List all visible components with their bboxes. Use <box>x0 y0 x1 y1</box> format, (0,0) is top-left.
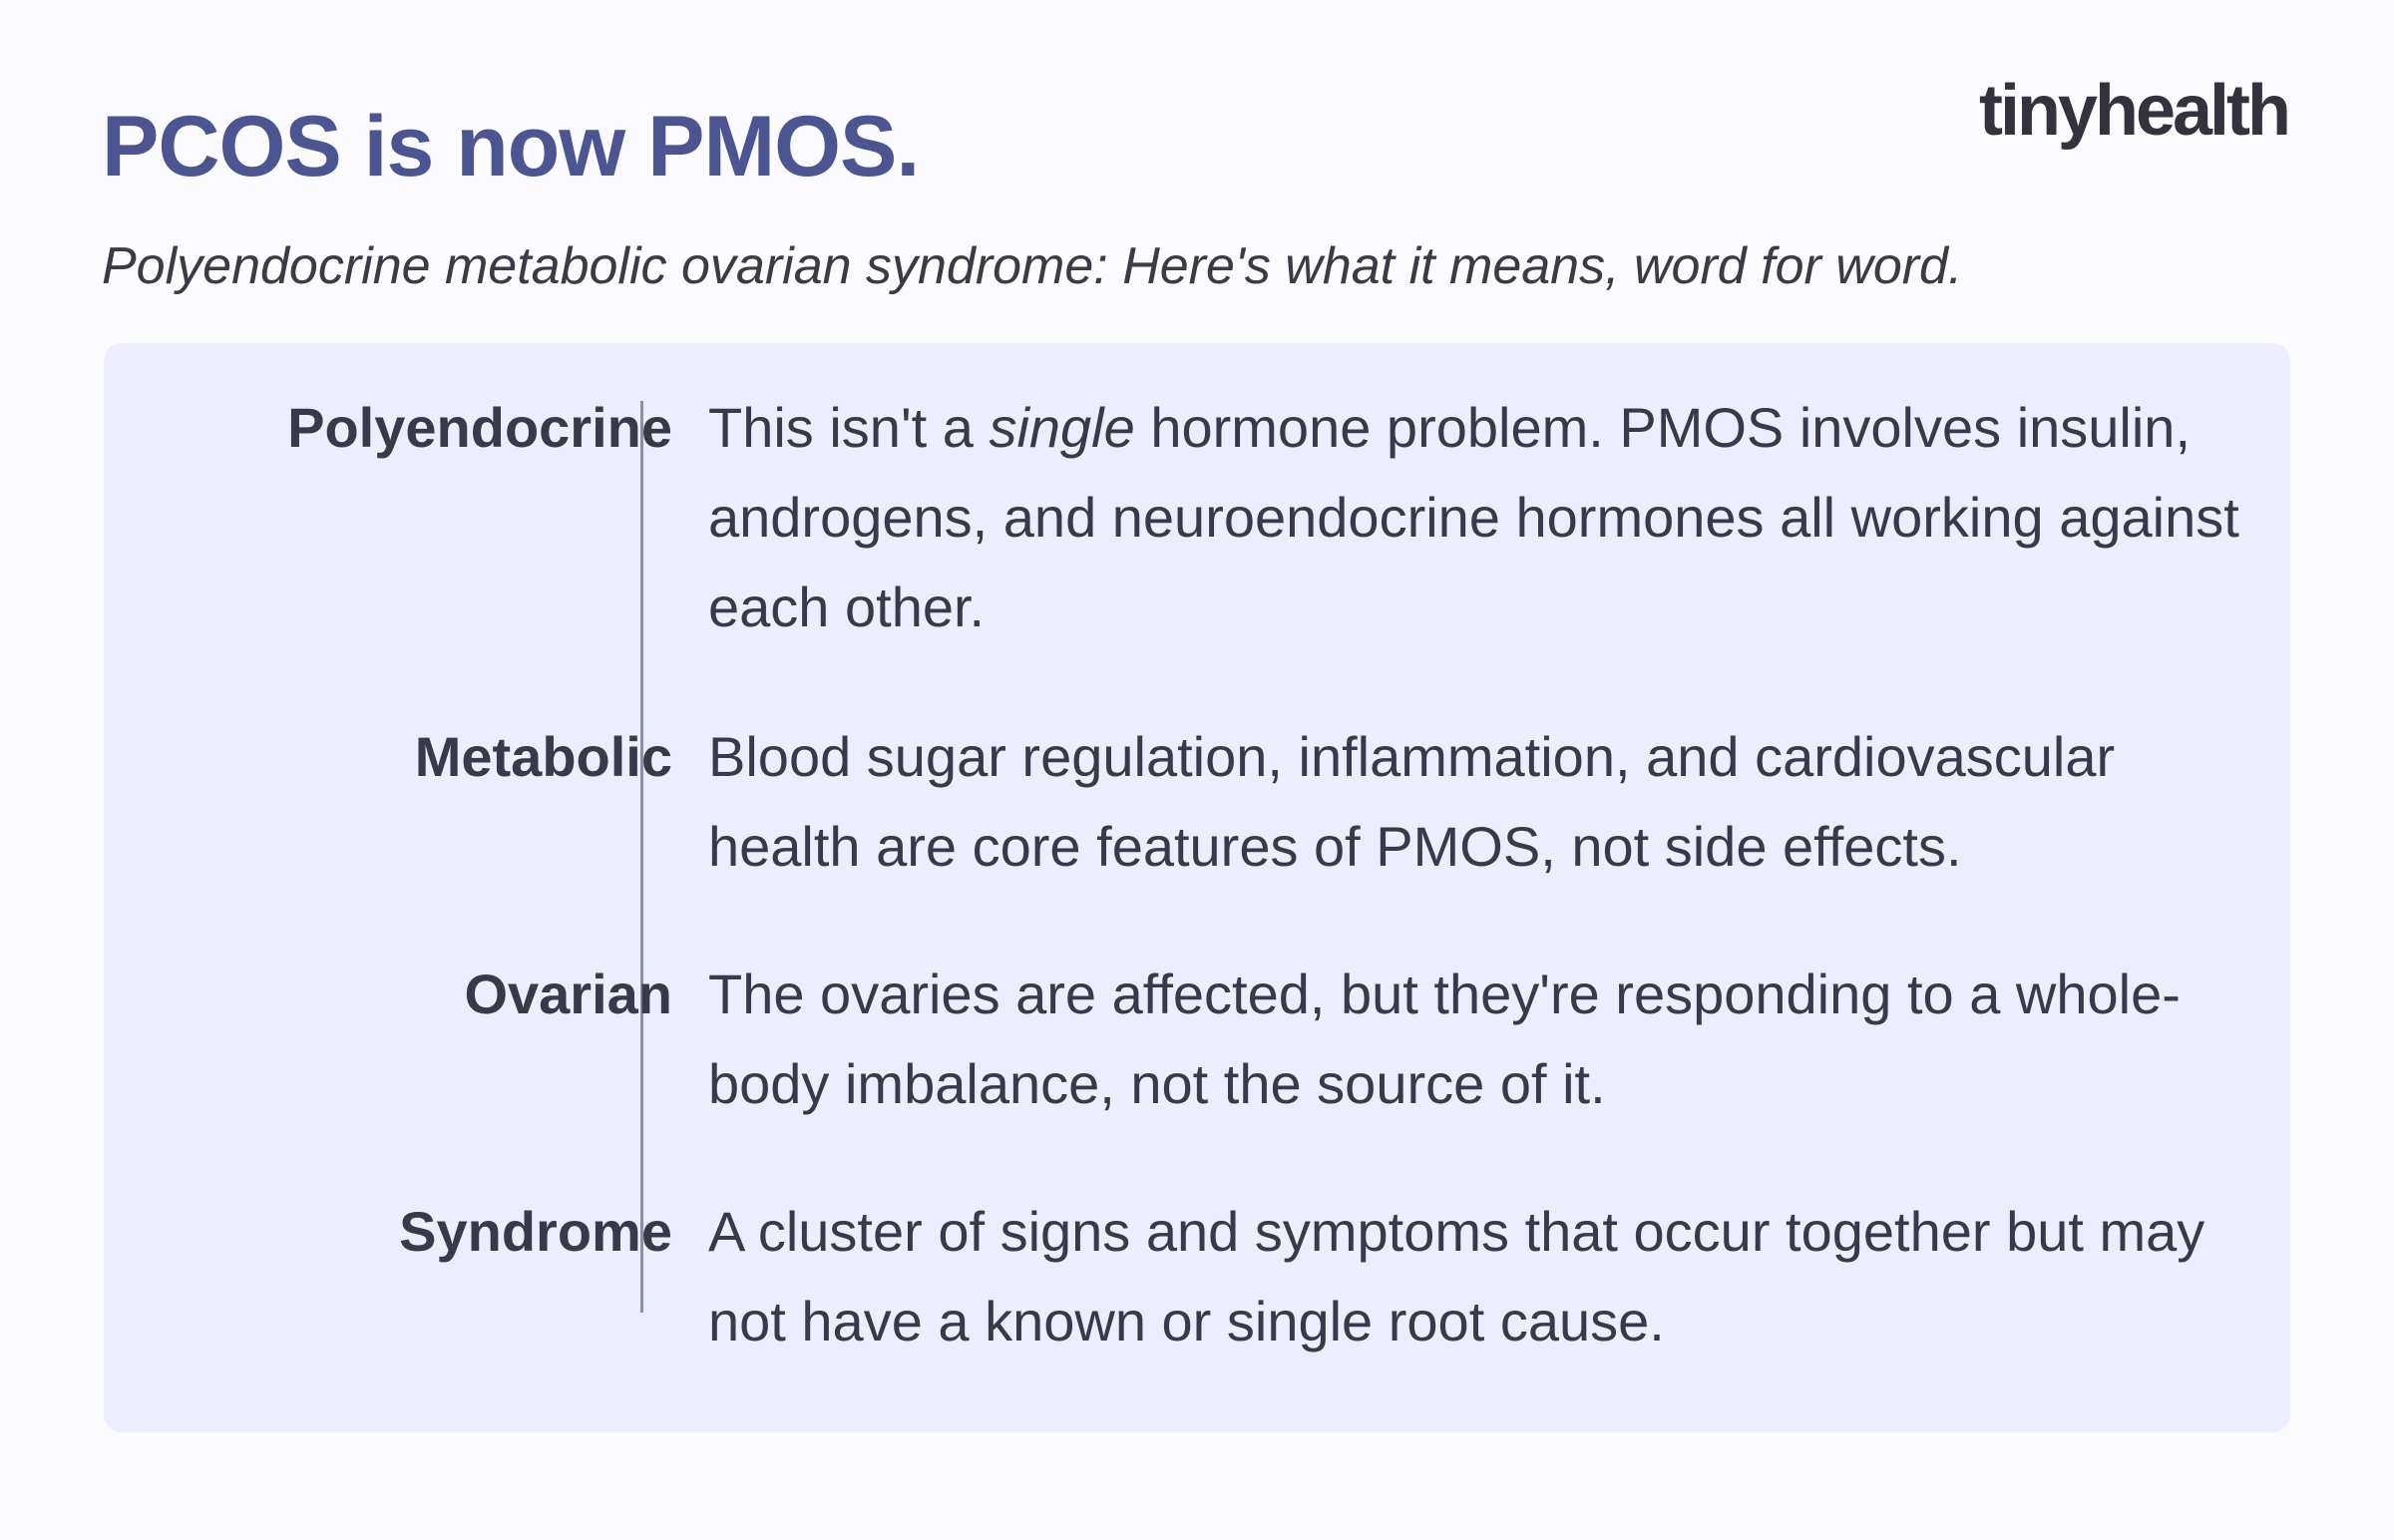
definitions-card <box>104 343 2290 1432</box>
term-label: Syndrome <box>399 1200 672 1263</box>
term-definition: A cluster of signs and symptoms that occur together but may not have a known or single root cause. <box>708 1200 2205 1352</box>
term-label: Polyendocrine <box>287 396 672 459</box>
term-label: Metabolic <box>414 725 672 788</box>
term-definition: The ovaries are affected, but they're responding to a whole-body imbalance, not the source of it. <box>708 962 2181 1115</box>
column-divider <box>640 401 643 1313</box>
definition-text-end: hormone problem. PMOS involves insulin, androgens, and neuroendocrine hormones all working against each other. <box>708 396 2239 638</box>
page-title: PCOS is now PMOS. <box>102 99 920 194</box>
term-definition <box>708 383 2244 652</box>
definition-text-start: This isn't a <box>708 396 990 459</box>
term-definition: Blood sugar regulation, inflammation, and cardiovascular health are core features of PMOS, not side effects. <box>708 725 2116 878</box>
page-subtitle: Polyendocrine metabolic ovarian syndrome: Here's what it means, word for word. <box>102 237 1963 295</box>
brand-logo: tinyhealth <box>1978 71 2288 151</box>
term-label: Ovarian <box>464 962 672 1025</box>
definition-emphasis: single <box>989 396 1135 459</box>
